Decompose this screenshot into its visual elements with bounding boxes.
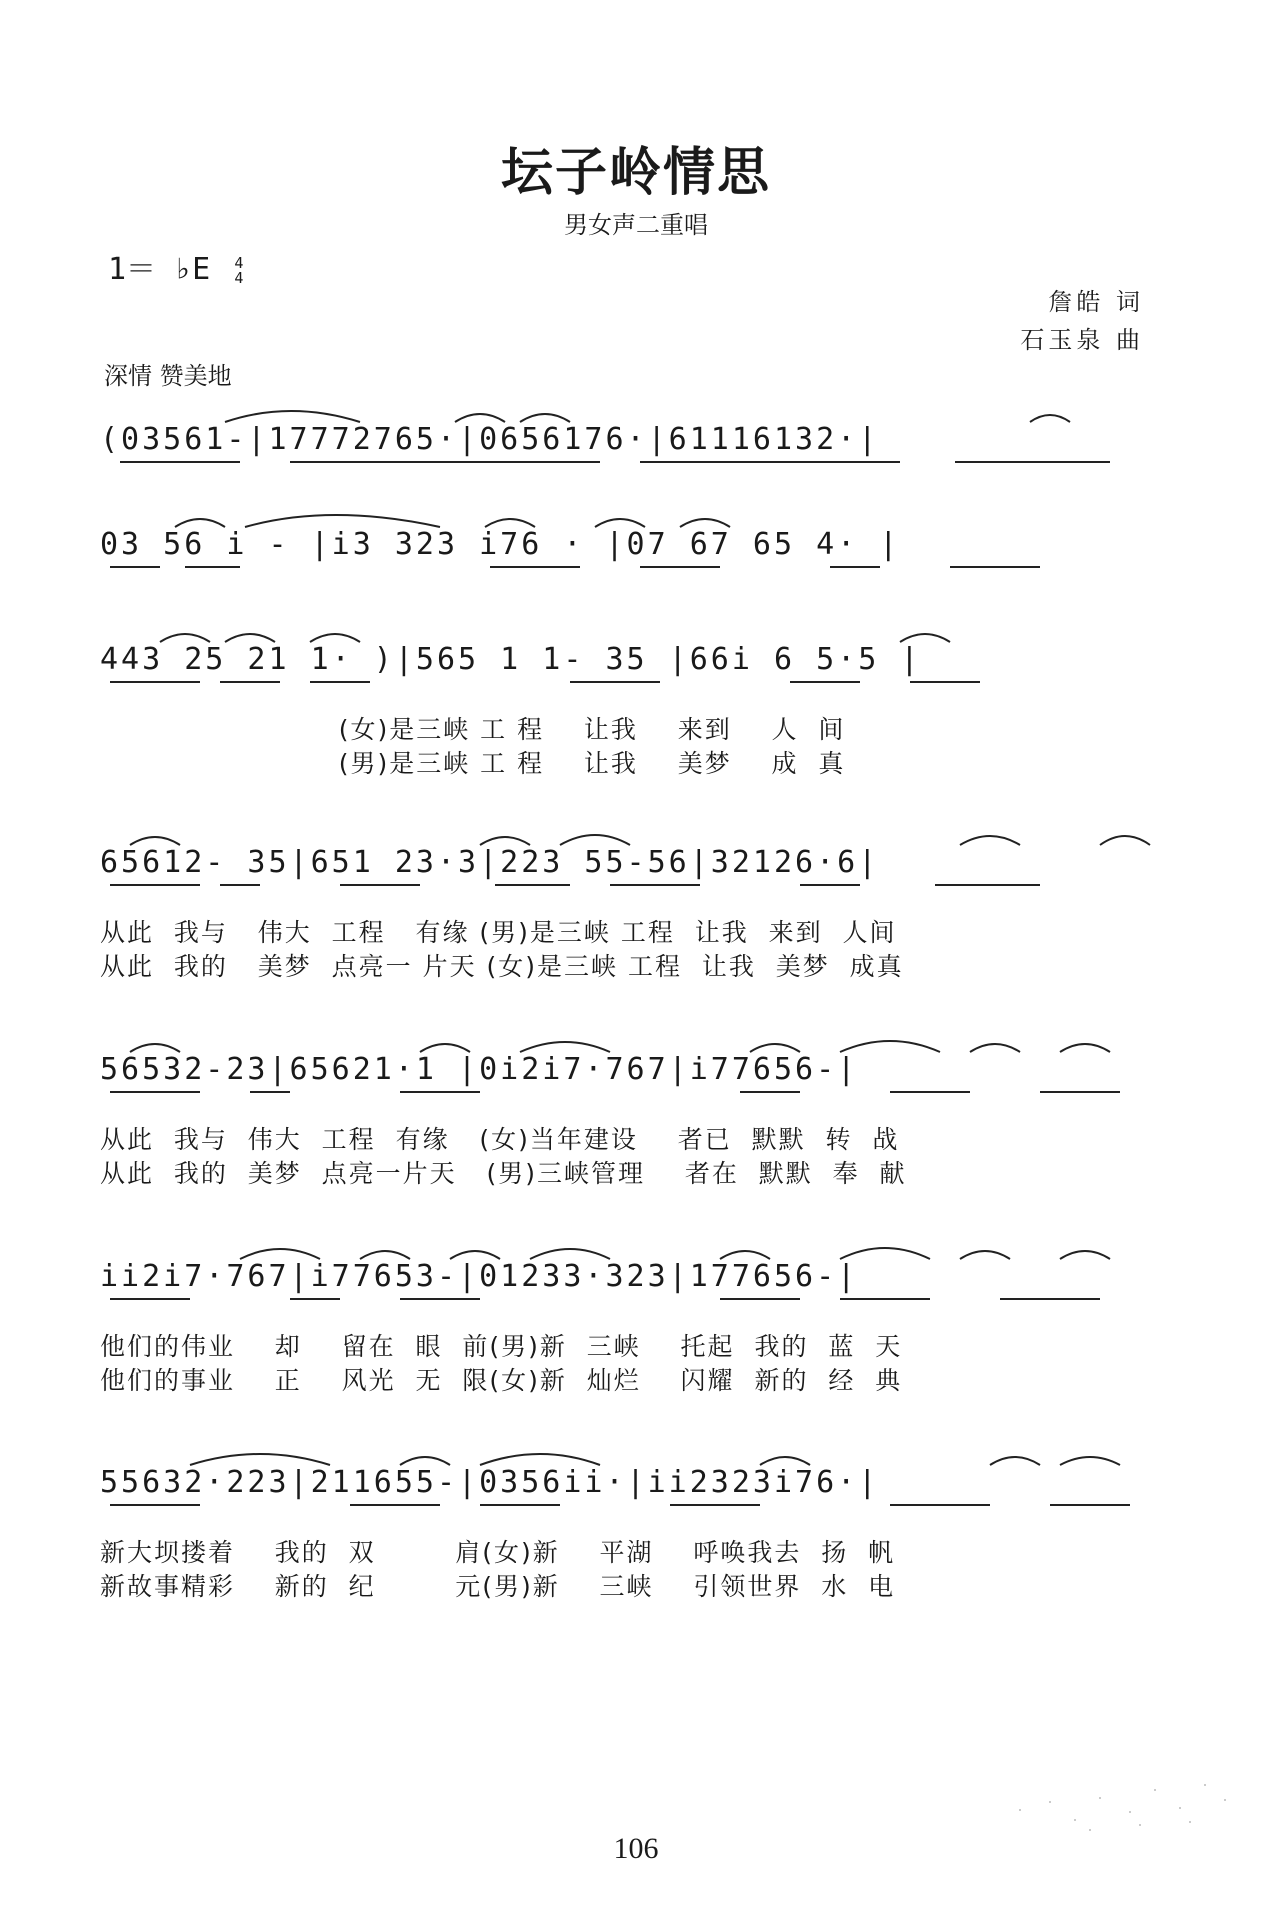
song-title: 坛子岭情思 xyxy=(500,142,771,203)
lyric-line: 从此 我的 美梦 点亮一片天 (男)三峡管理 者在 默默 奉 献 xyxy=(100,1159,907,1188)
lyric-line: 从此 我与 伟大 工程 有缘 (女)当年建设 者已 默默 转 战 xyxy=(100,1125,900,1154)
lyric-line: 从此 我与 伟大 工程 有缘 (男)是三峡 工程 让我 来到 人间 xyxy=(100,918,897,947)
time-signature xyxy=(234,253,244,287)
underline-marks xyxy=(100,458,1170,470)
lyric-line: 他们的伟业 却 留在 眼 前(男)新 三峡 托起 我的 蓝 天 xyxy=(100,1332,903,1361)
page-number: 106 xyxy=(613,1832,659,1865)
key-signature xyxy=(108,244,243,288)
notation-line: 65612- 35|651 23·3|223 55-56|32126·6| xyxy=(100,845,880,880)
underline-marks xyxy=(100,563,1170,575)
notation-line: 55632·223|211655-|0356ii·|ii2323i76·| xyxy=(100,1465,880,1500)
lyric-line: 他们的事业 正 风光 无 限(女)新 灿烂 闪耀 新的 经 典 xyxy=(100,1366,903,1395)
tempo-marking: 深情 赞美地 xyxy=(104,362,232,390)
lyric-line: 新大坝搂着 我的 双 肩(女)新 平湖 呼唤我去 扬 帆 xyxy=(100,1538,896,1567)
lyric-line: 新故事精彩 新的 纪 元(男)新 三峡 引领世界 水 电 xyxy=(100,1572,896,1601)
composer-credit: 石玉泉 曲 xyxy=(1020,326,1144,354)
notation-line: 03 56 i - |i3 323 i76 · |07 67 65 4· | xyxy=(100,527,901,562)
underline-marks xyxy=(100,1088,1170,1100)
lyric-line: 从此 我的 美梦 点亮一 片天 (女)是三峡 工程 让我 美梦 成真 xyxy=(100,952,904,981)
notation-line: 443 25 21 1· )|565 1 1- 35 |66i 6 5·5 | xyxy=(100,642,922,677)
notation-line: (03561-|17772765·|0656176·|61116132·| xyxy=(100,422,880,457)
key-label: 1＝ ♭E xyxy=(108,252,211,287)
lyric-line: (女)是三峡 工 程 让我 来到 人 间 xyxy=(100,715,846,744)
scan-speckle xyxy=(980,1760,1240,1840)
time-denominator: 4 xyxy=(234,268,244,287)
lyricist-credit: 詹皓 词 xyxy=(1048,288,1144,316)
notation-line: 56532-23|65621·1 |0i2i7·767|i77656-| xyxy=(100,1052,859,1087)
underline-marks xyxy=(100,1295,1170,1307)
underline-marks xyxy=(100,678,1170,690)
time-numerator: 4 xyxy=(234,253,244,272)
notation-line: ii2i7·767|i77653-|01233·323|177656-| xyxy=(100,1259,859,1294)
underline-marks xyxy=(100,881,1170,893)
song-subtitle: 男女声二重唱 xyxy=(564,211,708,239)
lyric-line: (男)是三峡 工 程 让我 美梦 成 真 xyxy=(100,749,846,778)
underline-marks xyxy=(100,1501,1170,1513)
